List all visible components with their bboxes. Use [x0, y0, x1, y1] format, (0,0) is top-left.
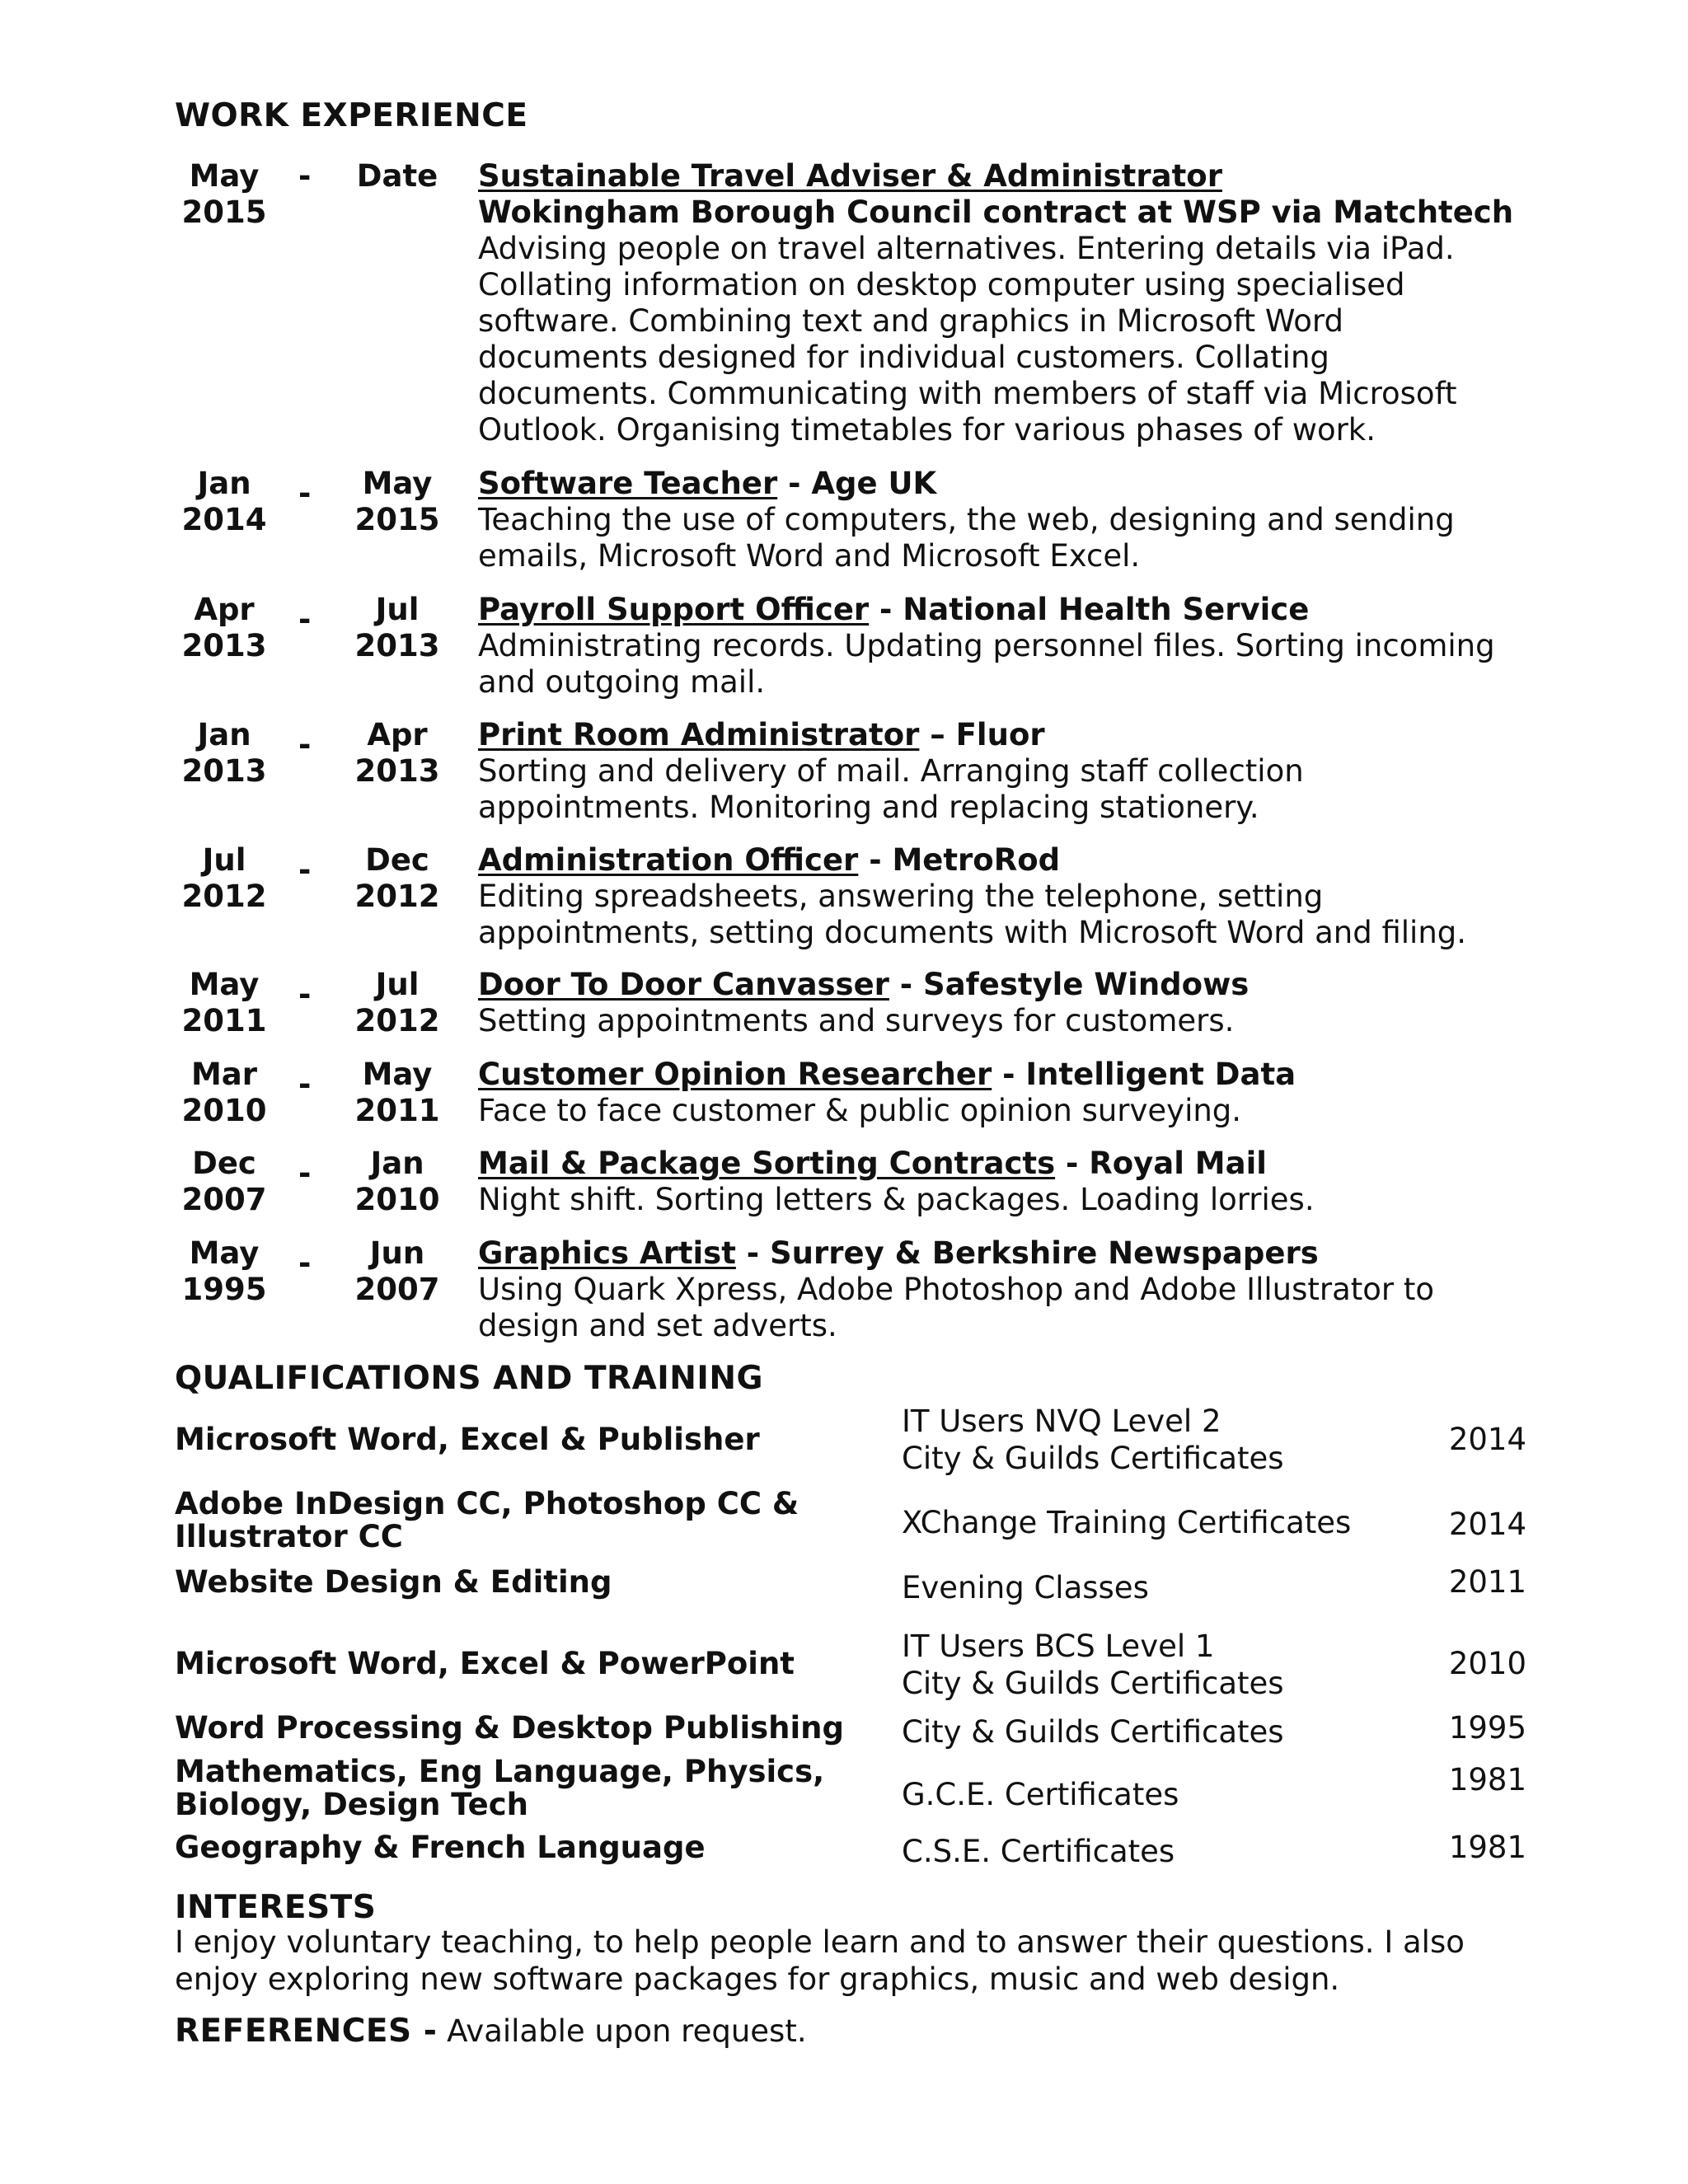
job-detail-line: appointments, setting documents with Microsoft Word and filing.	[478, 915, 1467, 950]
job-detail-line: appointments. Monitoring and replacing stationery.	[478, 790, 1259, 825]
date-range-dash: -	[298, 1066, 312, 1102]
job-detail-line: Outlook. Organising timetables for various phases of work.	[478, 412, 1376, 448]
job-detail-line: Using Quark Xpress, Adobe Photoshop and Adobe Illustrator to	[478, 1272, 1435, 1307]
qualification-certificate	[902, 1776, 1363, 1813]
end-month: Date	[356, 158, 438, 194]
end-month: Jan	[370, 1146, 424, 1181]
job-employer: MetroRod	[892, 842, 1061, 878]
subject-line: Word Processing & Desktop Publishing	[175, 1710, 845, 1746]
job-detail-line: documents designed for individual customers. Collating	[478, 340, 1329, 375]
job-title-line	[478, 466, 1550, 502]
certificate-line: XChange Training Certificates	[902, 1505, 1352, 1540]
job-description	[478, 1146, 1550, 1218]
end-month: Dec	[365, 842, 429, 878]
date-range-dash: -	[298, 1155, 312, 1191]
start-year: 1995	[181, 1272, 267, 1307]
job-description	[478, 466, 1550, 574]
qualification-year: 1981	[1448, 1762, 1526, 1797]
job-title-line	[478, 592, 1550, 628]
job-role: Mail & Package Sorting Contracts	[478, 1146, 1056, 1181]
job-start-date	[175, 967, 274, 1039]
subject-line: Microsoft Word, Excel & PowerPoint	[175, 1646, 795, 1681]
end-month: May	[362, 466, 433, 501]
job-separator: -	[889, 967, 924, 1002]
job-role: Software Teacher	[478, 466, 778, 501]
date-range-dash: -	[298, 977, 312, 1012]
certificate-line: Evening Classes	[902, 1570, 1149, 1605]
qualification-year: 1981	[1448, 1830, 1526, 1865]
qualification-year: 1995	[1448, 1710, 1526, 1746]
job-detail-line: Teaching the use of computers, the web, designing and sending	[478, 502, 1455, 537]
job-separator: -	[735, 1235, 771, 1271]
certificate-line: IT Users NVQ Level 2	[902, 1404, 1221, 1439]
certificate-line: City & Guilds Certificates	[902, 1441, 1284, 1476]
date-range-dash: -	[298, 158, 312, 194]
job-separator: -	[1055, 1146, 1090, 1181]
job-start-date	[175, 592, 274, 664]
subject-line: Mathematics, Eng Language, Physics,	[175, 1754, 825, 1789]
start-year: 2014	[181, 502, 267, 537]
date-range-dash: -	[298, 476, 312, 511]
work-experience-heading: WORK EXPERIENCE	[175, 97, 528, 134]
job-end-date	[340, 466, 455, 538]
start-year: 2011	[181, 1003, 267, 1038]
qualification-year: 2014	[1448, 1422, 1526, 1457]
start-month: Jan	[197, 717, 251, 752]
job-detail-line: Setting appointments and surveys for customers.	[478, 1003, 1235, 1038]
job-role: Print Room Administrator	[478, 717, 920, 752]
date-range-dash: -	[298, 727, 312, 762]
qualification-certificate	[902, 1833, 1363, 1870]
job-description	[478, 717, 1550, 826]
end-month: Jul	[375, 592, 420, 627]
job-detail-line: documents. Communicating with members of staff via Microsoft	[478, 376, 1457, 411]
certificate-line: C.S.E. Certificates	[902, 1834, 1175, 1869]
end-year: 2011	[354, 1093, 440, 1128]
job-description	[478, 842, 1550, 951]
start-year: 2015	[181, 194, 267, 230]
job-end-date	[340, 1057, 455, 1129]
qualification-certificate	[902, 1403, 1363, 1477]
subject-line: Geography & French Language	[175, 1830, 706, 1865]
start-year: 2010	[181, 1093, 267, 1128]
job-employer: Surrey & Berkshire Newspapers	[770, 1235, 1319, 1271]
job-description	[478, 1057, 1550, 1129]
job-start-date	[175, 842, 274, 915]
start-month: Jan	[197, 466, 251, 501]
job-title-line	[478, 1146, 1550, 1182]
job-end-date	[340, 842, 455, 915]
job-description	[478, 1235, 1550, 1344]
interests-line: enjoy exploring new software packages for graphics, music and web design.	[175, 1961, 1340, 1997]
certificate-line: G.C.E. Certificates	[902, 1777, 1179, 1812]
qualification-subject	[175, 1566, 900, 1599]
interests-heading: INTERESTS	[175, 1889, 377, 1926]
start-month: Apr	[194, 592, 255, 627]
qualification-certificate	[902, 1504, 1363, 1541]
end-year: 2013	[354, 753, 440, 789]
job-detail-line: Collating information on desktop computer using specialised	[478, 267, 1405, 302]
job-title-line	[478, 1235, 1550, 1272]
job-end-date	[340, 1235, 455, 1308]
job-start-date	[175, 1057, 274, 1129]
job-detail-line: emails, Microsoft Word and Microsoft Excel.	[478, 538, 1141, 574]
start-year: 2013	[181, 628, 267, 663]
start-month: Dec	[192, 1146, 256, 1181]
job-separator: -	[992, 1057, 1026, 1092]
qualification-year: 2011	[1448, 1564, 1526, 1600]
job-start-date	[175, 717, 274, 790]
job-start-date	[175, 1235, 274, 1308]
qualification-subject	[175, 1755, 900, 1821]
subject-line: Microsoft Word, Excel & Publisher	[175, 1422, 760, 1457]
start-month: Mar	[190, 1057, 258, 1092]
qualifications-heading: QUALIFICATIONS AND TRAINING	[175, 1360, 764, 1397]
job-end-date	[340, 717, 455, 790]
job-employer: Intelligent Data	[1025, 1057, 1296, 1092]
start-year: 2013	[181, 753, 267, 789]
qualification-subject	[175, 1647, 900, 1680]
job-employer: Royal Mail	[1089, 1146, 1267, 1181]
end-month: May	[362, 1057, 433, 1092]
end-month: Jun	[369, 1235, 425, 1271]
job-role: Door To Door Canvasser	[478, 967, 889, 1002]
job-description	[478, 158, 1550, 448]
references-line	[175, 2013, 807, 2050]
job-detail-line: software. Combining text and graphics in Microsoft Word	[478, 303, 1343, 339]
certificate-line: City & Guilds Certificates	[902, 1714, 1284, 1750]
job-separator: –	[919, 717, 956, 752]
end-month: Jul	[375, 967, 420, 1002]
job-role: Payroll Support Officer	[478, 592, 870, 627]
job-end-date	[340, 592, 455, 664]
job-detail-line: Administrating records. Updating personnel files. Sorting incoming	[478, 628, 1495, 663]
job-end-date	[340, 1146, 455, 1218]
interests-text	[175, 1924, 1576, 1998]
job-role: Graphics Artist	[478, 1235, 736, 1271]
job-title-line	[478, 967, 1550, 1003]
job-role: Administration Officer	[478, 842, 859, 878]
job-detail-line: design and set adverts.	[478, 1308, 837, 1343]
subject-line: Illustrator CC	[175, 1519, 403, 1554]
references-label: REFERENCES -	[175, 2013, 438, 2050]
end-year: 2010	[354, 1182, 440, 1217]
job-role: Sustainable Travel Adviser & Administrator	[478, 158, 1222, 194]
end-year: 2012	[354, 1003, 440, 1038]
job-detail-line: Editing spreadsheets, answering the telephone, setting	[478, 879, 1324, 914]
job-title-line	[478, 842, 1550, 879]
end-year: 2013	[354, 628, 440, 663]
start-year: 2007	[181, 1182, 267, 1217]
job-employer: Fluor	[955, 717, 1045, 752]
job-end-date	[340, 967, 455, 1039]
qualification-subject	[175, 1423, 900, 1456]
start-year: 2012	[181, 879, 267, 914]
qualification-subject	[175, 1831, 900, 1864]
subject-line: Adobe InDesign CC, Photoshop CC &	[175, 1486, 799, 1521]
job-detail-line: Sorting and delivery of mail. Arranging staff collection	[478, 753, 1304, 789]
job-detail-line: Night shift. Sorting letters & packages. Loading lorries.	[478, 1182, 1315, 1217]
qualification-certificate	[902, 1628, 1363, 1702]
qualification-subject	[175, 1488, 900, 1554]
job-separator: -	[869, 592, 903, 627]
end-year: 2012	[354, 879, 440, 914]
job-detail-line: and outgoing mail.	[478, 664, 766, 700]
end-year: 2015	[354, 502, 440, 537]
certificate-line: IT Users BCS Level 1	[902, 1629, 1215, 1664]
job-description	[478, 967, 1550, 1039]
date-range-dash: -	[298, 602, 312, 637]
job-end-date	[340, 158, 455, 194]
job-title-line	[478, 717, 1550, 753]
job-title-line	[478, 1057, 1550, 1093]
job-start-date	[175, 158, 274, 231]
qualification-certificate	[902, 1569, 1363, 1606]
job-role: Customer Opinion Researcher	[478, 1057, 992, 1092]
end-month: Apr	[367, 717, 428, 752]
start-month: Jul	[202, 842, 246, 878]
job-employer: National Health Service	[903, 592, 1310, 627]
job-description	[478, 592, 1550, 701]
subject-line: Website Design & Editing	[175, 1564, 612, 1600]
job-contract-line: Wokingham Borough Council contract at WSP via Matchtech	[478, 194, 1514, 230]
references-text: Available upon request.	[437, 2013, 807, 2049]
qualification-year: 2010	[1448, 1646, 1526, 1681]
date-range-dash: -	[298, 852, 312, 888]
end-year: 2007	[354, 1272, 440, 1307]
start-month: May	[189, 967, 260, 1002]
date-range-dash: -	[298, 1245, 312, 1281]
job-employer: Age UK	[811, 466, 937, 501]
job-separator: -	[858, 842, 893, 878]
job-detail-line: Advising people on travel alternatives. Entering details via iPad.	[478, 231, 1455, 266]
interests-line: I enjoy voluntary teaching, to help people learn and to answer their questions. I also	[175, 1924, 1465, 1960]
job-start-date	[175, 466, 274, 538]
start-month: May	[189, 1235, 260, 1271]
subject-line: Biology, Design Tech	[175, 1787, 528, 1822]
job-title-line	[478, 158, 1550, 194]
job-separator: -	[777, 466, 812, 501]
certificate-line: City & Guilds Certificates	[902, 1666, 1284, 1701]
qualification-certificate	[902, 1713, 1363, 1750]
qualification-subject	[175, 1712, 900, 1745]
job-employer: Safestyle Windows	[923, 967, 1250, 1002]
qualification-year: 2014	[1448, 1507, 1526, 1542]
job-start-date	[175, 1146, 274, 1218]
start-month: May	[189, 158, 260, 194]
job-detail-line: Face to face customer & public opinion surveying.	[478, 1093, 1242, 1128]
